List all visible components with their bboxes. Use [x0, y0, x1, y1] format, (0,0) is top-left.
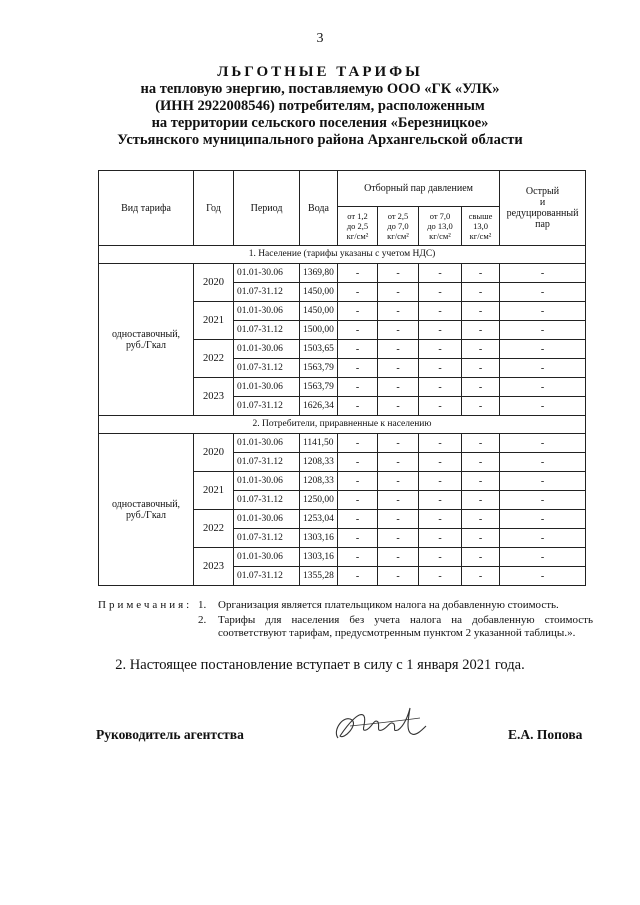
water-tariff-cell: 1563,79	[300, 378, 338, 397]
empty-tariff-cell: -	[338, 264, 378, 283]
document-title	[60, 64, 580, 149]
empty-tariff-cell: -	[500, 340, 586, 359]
empty-tariff-cell: -	[419, 302, 462, 321]
empty-tariff-cell: -	[462, 359, 500, 378]
header-sharp-line-4: пар	[535, 219, 550, 230]
year-cell: 2023	[194, 548, 234, 586]
signature-image	[330, 700, 430, 750]
note-2-text: Тарифы для населения без учета налога на добавленную стоимость соответствуют тарифам, предусмотренным пунктом 2 указанной таблицы.».	[218, 614, 593, 639]
empty-tariff-cell: -	[500, 491, 586, 510]
empty-tariff-cell: -	[419, 491, 462, 510]
empty-tariff-cell: -	[378, 302, 419, 321]
section-title: 2. Потребители, приравненные к населению	[99, 416, 586, 434]
year-cell: 2022	[194, 340, 234, 378]
header-sharp-line-2: и	[539, 197, 546, 208]
empty-tariff-cell: -	[338, 359, 378, 378]
empty-tariff-cell: -	[338, 340, 378, 359]
period-cell: 01.01-30.06	[234, 548, 300, 567]
water-tariff-cell: 1563,79	[300, 359, 338, 378]
empty-tariff-cell: -	[338, 453, 378, 472]
empty-tariff-cell: -	[419, 434, 462, 453]
title-line-1: ЛЬГОТНЫЕ ТАРИФЫ	[217, 64, 423, 80]
water-tariff-cell: 1250,00	[300, 491, 338, 510]
pressure-1-a: от 1,2	[347, 211, 368, 221]
empty-tariff-cell: -	[419, 510, 462, 529]
empty-tariff-cell: -	[419, 264, 462, 283]
header-sharp-steam	[500, 171, 586, 246]
empty-tariff-cell: -	[462, 340, 500, 359]
empty-tariff-cell: -	[419, 340, 462, 359]
water-tariff-cell: 1503,65	[300, 340, 338, 359]
empty-tariff-cell: -	[462, 283, 500, 302]
water-tariff-cell: 1141,50	[300, 434, 338, 453]
empty-tariff-cell: -	[419, 397, 462, 416]
year-cell: 2021	[194, 472, 234, 510]
empty-tariff-cell: -	[462, 302, 500, 321]
section-row	[99, 246, 586, 264]
water-tariff-cell: 1303,16	[300, 548, 338, 567]
empty-tariff-cell: -	[500, 510, 586, 529]
empty-tariff-cell: -	[462, 264, 500, 283]
tariff-kind-line-2: руб./Гкал	[125, 509, 167, 521]
empty-tariff-cell: -	[500, 548, 586, 567]
empty-tariff-cell: -	[500, 529, 586, 548]
period-cell: 01.07-31.12	[234, 359, 300, 378]
empty-tariff-cell: -	[500, 567, 586, 586]
empty-tariff-cell: -	[338, 567, 378, 586]
year-cell: 2022	[194, 510, 234, 548]
empty-tariff-cell: -	[338, 472, 378, 491]
period-cell: 01.07-31.12	[234, 491, 300, 510]
pressure-3-c: кг/см²	[429, 231, 451, 241]
empty-tariff-cell: -	[462, 453, 500, 472]
empty-tariff-cell: -	[378, 359, 419, 378]
pressure-4-c: кг/см²	[469, 231, 492, 241]
empty-tariff-cell: -	[462, 491, 500, 510]
empty-tariff-cell: -	[419, 453, 462, 472]
empty-tariff-cell: -	[462, 321, 500, 340]
year-cell: 2020	[194, 434, 234, 472]
year-cell: 2020	[194, 264, 234, 302]
header-water: Вода	[300, 171, 338, 246]
period-cell: 01.01-30.06	[234, 434, 300, 453]
header-kind: Вид тарифа	[99, 171, 194, 246]
pressure-2-c: кг/см²	[387, 231, 409, 241]
empty-tariff-cell: -	[419, 529, 462, 548]
header-pressure-2	[378, 207, 419, 246]
tariff-kind-line-1: одноставочный,	[111, 328, 181, 340]
header-pressure-1	[338, 207, 378, 246]
period-cell: 01.07-31.12	[234, 283, 300, 302]
empty-tariff-cell: -	[378, 548, 419, 567]
pressure-1-b: до 2,5	[346, 221, 369, 231]
period-cell: 01.01-30.06	[234, 472, 300, 491]
empty-tariff-cell: -	[462, 529, 500, 548]
note-1-text: Организация является плательщиком налога на добавленную стоимость.	[218, 599, 559, 611]
empty-tariff-cell: -	[419, 321, 462, 340]
header-sharp-line-1: Острый	[525, 186, 560, 197]
pressure-2-b: до 7,0	[387, 221, 409, 231]
empty-tariff-cell: -	[378, 378, 419, 397]
water-tariff-cell: 1208,33	[300, 472, 338, 491]
empty-tariff-cell: -	[462, 567, 500, 586]
empty-tariff-cell: -	[378, 491, 419, 510]
pressure-3-a: от 7,0	[429, 211, 451, 221]
signatory-name: Е.А. Попова	[508, 727, 583, 742]
empty-tariff-cell: -	[500, 453, 586, 472]
empty-tariff-cell: -	[419, 378, 462, 397]
section-row	[99, 416, 586, 434]
header-year: Год	[194, 171, 234, 246]
water-tariff-cell: 1253,04	[300, 510, 338, 529]
empty-tariff-cell: -	[338, 321, 378, 340]
empty-tariff-cell: -	[500, 472, 586, 491]
water-tariff-cell: 1450,00	[300, 302, 338, 321]
water-tariff-cell: 1500,00	[300, 321, 338, 340]
empty-tariff-cell: -	[338, 529, 378, 548]
pressure-4-a: свыше	[468, 211, 493, 221]
pressure-3-b: до 13,0	[427, 221, 453, 231]
period-cell: 01.01-30.06	[234, 378, 300, 397]
notes-label: Примечания:	[98, 599, 193, 611]
period-cell: 01.07-31.12	[234, 397, 300, 416]
empty-tariff-cell: -	[338, 510, 378, 529]
period-cell: 01.07-31.12	[234, 567, 300, 586]
empty-tariff-cell: -	[462, 397, 500, 416]
header-steam: Отборный пар давлением	[338, 171, 500, 207]
title-line-2: на тепловую энергию, поставляемую ООО «ГК «УЛК»	[140, 81, 500, 97]
note-2-number: 2.	[198, 614, 207, 626]
period-cell: 01.01-30.06	[234, 264, 300, 283]
empty-tariff-cell: -	[419, 283, 462, 302]
empty-tariff-cell: -	[419, 548, 462, 567]
empty-tariff-cell: -	[378, 567, 419, 586]
period-cell: 01.01-30.06	[234, 510, 300, 529]
table-row	[99, 434, 586, 453]
water-tariff-cell: 1355,28	[300, 567, 338, 586]
header-pressure-3	[419, 207, 462, 246]
tariff-kind-line-1: одноставочный,	[111, 498, 181, 510]
pressure-2-a: от 2,5	[387, 211, 409, 221]
empty-tariff-cell: -	[338, 302, 378, 321]
pressure-1-c: кг/см²	[346, 231, 369, 241]
empty-tariff-cell: -	[378, 529, 419, 548]
period-cell: 01.07-31.12	[234, 321, 300, 340]
empty-tariff-cell: -	[419, 359, 462, 378]
pressure-4-b: 13,0	[473, 221, 488, 231]
header-period: Период	[234, 171, 300, 246]
empty-tariff-cell: -	[338, 397, 378, 416]
title-line-3: (ИНН 2922008546) потребителям, расположенным	[155, 98, 485, 114]
empty-tariff-cell: -	[500, 378, 586, 397]
empty-tariff-cell: -	[378, 283, 419, 302]
period-cell: 01.01-30.06	[234, 302, 300, 321]
water-tariff-cell: 1450,00	[300, 283, 338, 302]
tariff-kind	[99, 264, 194, 416]
page-number: 3	[316, 31, 324, 46]
period-cell: 01.07-31.12	[234, 529, 300, 548]
tariff-kind	[99, 434, 194, 586]
empty-tariff-cell: -	[338, 434, 378, 453]
title-line-4: на территории сельского поселения «Березницкое»	[151, 115, 489, 131]
empty-tariff-cell: -	[462, 548, 500, 567]
empty-tariff-cell: -	[378, 510, 419, 529]
empty-tariff-cell: -	[462, 434, 500, 453]
table-row	[99, 264, 586, 283]
empty-tariff-cell: -	[378, 434, 419, 453]
empty-tariff-cell: -	[500, 397, 586, 416]
empty-tariff-cell: -	[500, 359, 586, 378]
empty-tariff-cell: -	[500, 264, 586, 283]
empty-tariff-cell: -	[378, 321, 419, 340]
empty-tariff-cell: -	[500, 283, 586, 302]
water-tariff-cell: 1626,34	[300, 397, 338, 416]
empty-tariff-cell: -	[462, 510, 500, 529]
empty-tariff-cell: -	[500, 321, 586, 340]
empty-tariff-cell: -	[338, 491, 378, 510]
section-title: 1. Население (тарифы указаны с учетом НДС)	[99, 246, 586, 264]
effective-date-clause: 2. Настоящее постановление вступает в силу с 1 января 2021 года.	[115, 657, 525, 673]
empty-tariff-cell: -	[462, 472, 500, 491]
empty-tariff-cell: -	[419, 567, 462, 586]
period-cell: 01.07-31.12	[234, 453, 300, 472]
note-1-number: 1.	[198, 599, 207, 611]
signatory-title: Руководитель агентства	[96, 727, 244, 742]
water-tariff-cell: 1208,33	[300, 453, 338, 472]
empty-tariff-cell: -	[338, 548, 378, 567]
empty-tariff-cell: -	[378, 397, 419, 416]
tariff-kind-line-2: руб./Гкал	[125, 339, 167, 351]
empty-tariff-cell: -	[378, 472, 419, 491]
empty-tariff-cell: -	[378, 453, 419, 472]
empty-tariff-cell: -	[462, 378, 500, 397]
empty-tariff-cell: -	[378, 340, 419, 359]
empty-tariff-cell: -	[500, 434, 586, 453]
empty-tariff-cell: -	[419, 472, 462, 491]
water-tariff-cell: 1369,80	[300, 264, 338, 283]
empty-tariff-cell: -	[500, 302, 586, 321]
empty-tariff-cell: -	[338, 378, 378, 397]
tariff-table	[98, 170, 586, 586]
header-sharp-line-3: редуцированный	[506, 208, 579, 219]
water-tariff-cell: 1303,16	[300, 529, 338, 548]
year-cell: 2023	[194, 378, 234, 416]
period-cell: 01.01-30.06	[234, 340, 300, 359]
empty-tariff-cell: -	[338, 283, 378, 302]
title-line-5: Устьянского муниципального района Архангельской области	[117, 132, 523, 148]
header-pressure-4	[462, 207, 500, 246]
year-cell: 2021	[194, 302, 234, 340]
empty-tariff-cell: -	[378, 264, 419, 283]
